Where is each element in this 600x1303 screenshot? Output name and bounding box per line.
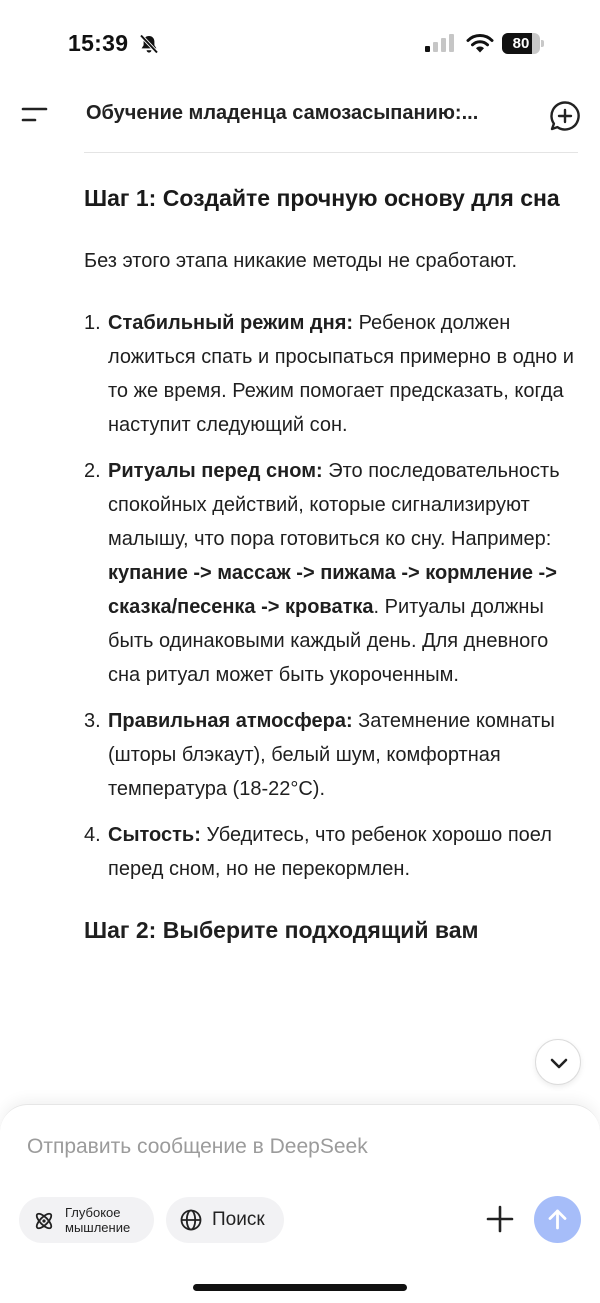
menu-icon[interactable] — [20, 103, 50, 127]
status-bar — [0, 0, 600, 90]
list-item-number: 4. — [84, 824, 101, 846]
globe-icon — [180, 1209, 202, 1231]
list-item — [84, 704, 578, 806]
message-input[interactable] — [27, 1131, 567, 1163]
battery-indicator — [502, 33, 546, 54]
list-item-text: Это последовательность спокойных действий, которые сигнализируют малышу, что пора готовиться ко сну. Например: — [108, 460, 560, 550]
list-item-text: Затемнение комнаты (шторы блэкаут), белый шум, комфортная температура (18-22°C). — [108, 710, 555, 800]
intro-paragraph: Без этого этапа никакие методы не сработают. — [84, 250, 518, 272]
chat-title[interactable]: Обучение младенца самозасыпанию:... — [86, 102, 479, 124]
list-item-text: Убедитесь, что ребенок хорошо поел перед сном, но не перекормлен. — [108, 824, 552, 880]
list-item-number: 2. — [84, 460, 101, 482]
ritual-sequence: купание -> массаж -> пижама -> кормление -> сказка/песенка -> кроватка — [108, 562, 557, 618]
deepthink-toggle[interactable] — [19, 1197, 154, 1243]
arrow-up-icon — [545, 1207, 570, 1232]
bell-slash-icon — [138, 33, 160, 55]
chevron-down-icon — [549, 1054, 569, 1072]
list-item-number: 1. — [84, 312, 101, 334]
plus-icon[interactable] — [484, 1203, 516, 1235]
list-item-title: Правильная атмосфера: — [108, 710, 353, 732]
home-indicator — [193, 1284, 407, 1291]
atom-icon — [33, 1210, 55, 1232]
next-step-heading: Шаг 2: Выберите подходящий вам — [84, 917, 479, 943]
list-item-title: Стабильный режим дня: — [108, 312, 354, 334]
list-item-number: 3. — [84, 710, 101, 732]
list-item — [84, 306, 578, 442]
list-item-title: Ритуалы перед сном: — [108, 460, 323, 482]
cellular-signal-icon — [424, 33, 458, 53]
steps-list — [84, 306, 578, 886]
deepthink-label: Глубокое мышление — [65, 1205, 131, 1235]
battery-cap — [541, 40, 544, 47]
list-item — [84, 818, 578, 886]
app-header — [0, 90, 600, 154]
assistant-message — [84, 180, 578, 1110]
scroll-to-bottom-button[interactable] — [535, 1039, 581, 1085]
battery-level: 80 — [512, 35, 530, 52]
wifi-icon — [466, 32, 494, 54]
list-item — [84, 454, 578, 692]
new-chat-icon[interactable] — [548, 99, 582, 133]
search-label: Поиск — [212, 1209, 265, 1230]
message-composer — [0, 1104, 600, 1303]
list-item-title: Сытость: — [108, 824, 201, 846]
send-button[interactable] — [534, 1196, 581, 1243]
battery-body — [502, 33, 540, 54]
step-heading: Шаг 1: Создайте прочную основу для сна — [84, 185, 560, 211]
list-item-text: Ребенок должен ложиться спать и просыпаться примерно в одно и то же время. Режим помогает предсказать, когда наступит следующий сон. — [108, 312, 574, 436]
search-toggle[interactable] — [166, 1197, 284, 1243]
header-divider — [84, 152, 578, 153]
list-item-text: . Ритуалы должны быть одинаковыми каждый день. Для дневного сна ритуал может быть укороченным. — [108, 596, 549, 686]
status-time: 15:39 — [68, 30, 129, 56]
